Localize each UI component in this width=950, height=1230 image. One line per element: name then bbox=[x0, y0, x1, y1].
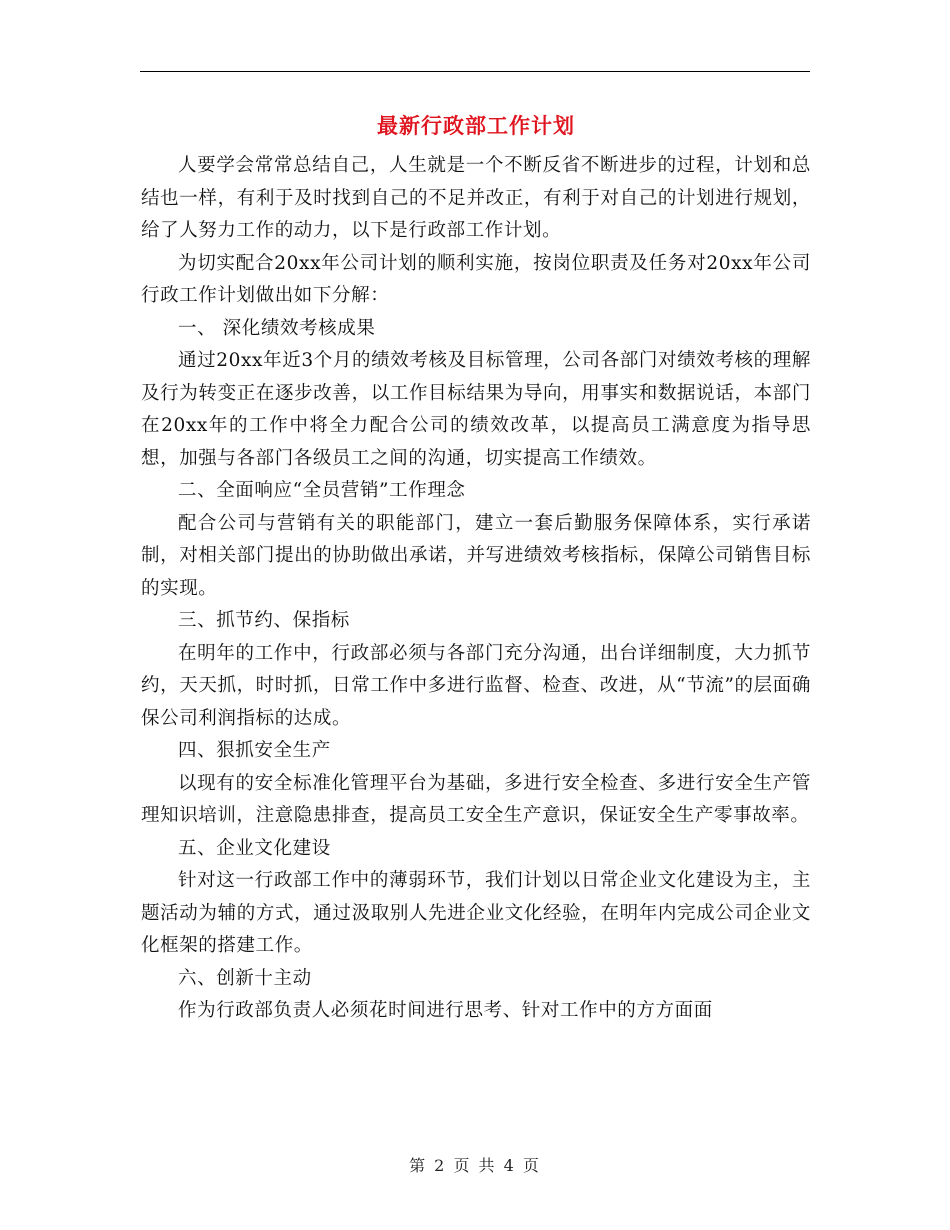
section-heading-2: 二、全面响应“全员营销”工作理念 bbox=[178, 480, 466, 501]
section-heading-6: 六、创新十主动 bbox=[178, 967, 312, 989]
paragraph-section-5: 针对这一行政部工作中的薄弱环节，我们计划以日常企业文化建设为主，主题活动为辅的方式，通过汲取别人先进企业文化经验，在明年内完成公司企业文化框架的搭建工作。 bbox=[141, 870, 811, 956]
header-rule bbox=[140, 71, 810, 72]
paragraph-intro: 人要学会常常总结自己，人生就是一个不断反省不断进步的过程，计划和总结也一样，有利于及时找到自己的不足并改正，有利于对自己的计划进行规划，给了人努力工作的动力，以下是行政部工作计划。 bbox=[141, 155, 811, 241]
section-heading-1: 一、 深化绩效考核成果 bbox=[178, 317, 376, 339]
paragraph-section-3: 在明年的工作中，行政部必须与各部门充分沟通，出台详细制度，大力抓节约，天天抓，时时抓，日常工作中多进行监督、检查、改进，从“节流”的层面确保公司利润指标的达成。 bbox=[141, 642, 811, 729]
page-number: 第 2 页 共 4 页 bbox=[409, 1156, 541, 1175]
paragraph-section-4: 以现有的安全标准化管理平台为基础，多进行安全检查、多进行安全生产管理知识培训，注意隐患排查，提高员工安全生产意识，保证安全生产零事故率。 bbox=[141, 772, 811, 826]
paragraph-section-2: 配合公司与营销有关的职能部门，建立一套后勤服务保障体系，实行承诺制，对相关部门提出的协助做出承诺，并写进绩效考核指标，保障公司销售目标的实现。 bbox=[141, 512, 811, 599]
paragraph-section-6: 作为行政部负责人必须花时间进行思考、针对工作中的方方面面 bbox=[178, 1000, 713, 1021]
document-body bbox=[141, 106, 811, 1028]
paragraph-plan-breakdown: 为切实配合20xx年公司计划的顺利实施，按岗位职责及任务对20xx年公司行政工作计划做出如下分解： bbox=[141, 252, 811, 306]
section-heading-4: 四、狠抓安全生产 bbox=[178, 740, 331, 761]
section-heading-3: 三、抓节约、保指标 bbox=[178, 610, 350, 631]
section-heading-5: 五、企业文化建设 bbox=[178, 837, 331, 859]
paragraph-section-1: 通过20xx年近3个月的绩效考核及目标管理，公司各部门对绩效考核的理解及行为转变正在逐步改善，以工作目标结果为导向，用事实和数据说话，本部门在20xx年的工作中将全力配合公司的绩效改革，以提高员工满意度为指导思想，加强与各部门各级员工之间的沟通，切实提高工作绩效。 bbox=[141, 350, 811, 469]
document-title: 最新行政部工作计划 bbox=[377, 113, 575, 138]
